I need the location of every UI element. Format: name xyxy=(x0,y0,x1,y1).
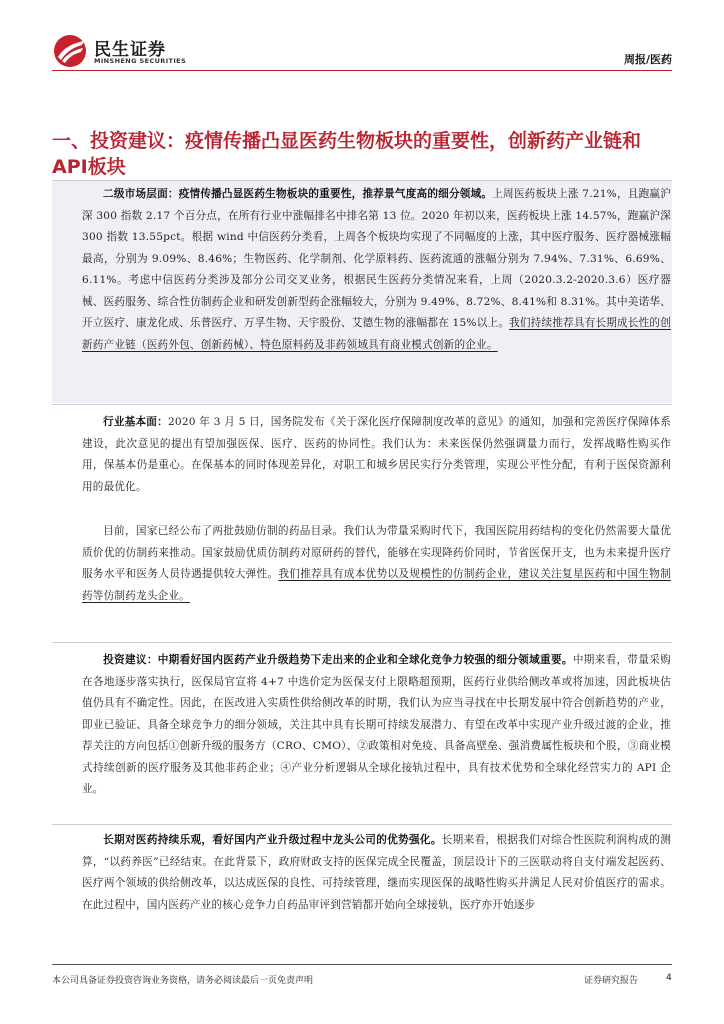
page-number: 4 xyxy=(666,973,672,983)
report-type-tag: 周报/医药 xyxy=(623,53,672,66)
brand-name: 民生证券 xyxy=(94,40,166,60)
paragraph-generics xyxy=(82,521,671,607)
brand-name-english: MINSHENG SECURITIES xyxy=(94,57,187,65)
paragraph-text: 目前，国家已经公布了两批鼓励仿制的药品目录。我们认为带量采购时代下，我国医院用药结构的变化仍然需要大量优质价优的仿制药来推动。国家鼓励优质仿制药对原研药的替代，能够在实现降药价同时，节省医保开支，也为未来提升医疗服务水平和医务人员待遇提供较大弹性。 xyxy=(82,525,671,580)
paragraph-market xyxy=(82,184,671,356)
brand-logo xyxy=(52,33,202,69)
section-divider xyxy=(52,642,672,643)
paragraph-industry xyxy=(82,412,671,498)
footer-disclaimer: 本公司具备证券投资咨询业务资格，请务必阅读最后一页免责声明 xyxy=(52,976,314,986)
footer-divider xyxy=(52,964,672,965)
paragraph-text: 中期来看，带量采购在各地逐步落实执行，医保局官宣将 4+7 中选价定为医保支付上限略超预期，医药行业供给侧改革或将加速，因此板块估值仍具有不确定性。因此，在医改进入实质性供给侧改革的时期，我们认为应当寻找在中长期发展中符合创新趋势的产业，即业已验证、具备全球竞争力的细分领域，关注其中具有长期可持续发展潜力、有望在改革中实现产业升级过渡的企业，推荐关注的方向包括①创新升级的服务方（CRO、CMO）、②政策相对免疫、具备高壁垒、强消费属性板块和个股，③商业模式持续创新的医疗服务及其他非药企业；④产业分析逻辑从全球化接轨过程中，具有技术优势和全球化经营实力的 API 企业。 xyxy=(82,654,671,795)
paragraph-lead: 长期对医药持续乐观，看好国内产业升级过程中龙头公司的优势强化。 xyxy=(103,834,442,846)
paragraph-lead: 投资建议：中期看好国内医药产业升级趋势下走出来的企业和全球化竞争力较强的细分领域重要。 xyxy=(103,654,573,666)
paragraph-underlined: 我们推荐具有成本优势以及规模性的仿制药企业，建议关注复星医药和中国生物制药等仿制药龙头企业。 xyxy=(82,568,671,602)
section-divider xyxy=(52,404,672,405)
header-divider xyxy=(52,70,672,71)
paragraph-text: 长期来看，根据我们对综合性医院利润构成的测算，“以药养医”已经结束。在此背景下，政府财政支持的医保完成全民覆盖，顶层设计下的三医联动将自支付端发起医药、医疗两个领域的供给侧改革，以达成医保的良性、可持续管理，继而实现医保的战略性购买并满足人民对价值医疗的需求。在此过程中，国内医药产业的核心竞争力自药品审评到营销都开始向全球接轨，医疗亦开始逐步 xyxy=(82,834,671,911)
paragraph-lead: 行业基本面： xyxy=(103,416,168,428)
section-divider xyxy=(52,824,672,825)
paragraph-investment xyxy=(82,650,671,801)
paragraph-underlined: 我们持续推荐具有长期成长性的创新药产业链（医药外包、创新药械）、特色原料药及非药领域具有商业模式创新的企业。 xyxy=(82,317,671,351)
paragraph-text: 2020 年 3 月 5 日，国务院发布《关于深化医疗保障制度改革的意见》的通知，加强和完善医疗保障体系建设，此次意见的提出有望加强医保、医疗、医药的协同性。我们认为：未来医保仍然强调量力而行，发挥战略性购买作用，保基本仍是重心。在保基本的同时体现差异化，对职工和城乡居民实行分类管理，实现公平性分配，有利于医保资源利用的最优化。 xyxy=(82,416,671,493)
paragraph-lead: 二级市场层面：疫情传播凸显医药生物板块的重要性，推荐景气度高的细分领域。 xyxy=(103,188,493,200)
paragraph-text: 上周医药板块上涨 7.21%，且跑赢沪深 300 指数 2.17 个百分点，在所有行业中涨幅排名中排名第 13 位。2020 年初以来，医药板块上涨 14.57%，跑赢沪深 300 指数 13.55pct。根据 wind 中信医药分类看，上周各个板块均实现了不同幅度的上涨，其中医疗服务、医疗器械涨幅最高，分别为 9.09%、8.46%；生物医药、化学制剂、化学原料药、医药流通的涨幅分别为 7.94%、7.31%、6.69%、6.11%。考虑中信医药分类涉及部分公司交叉业务，根据民生医药分类情况来看，上周（2020.3.2-2020.3.6）医疗器械、医药服务、综合性仿制药企业和研发创新型药企涨幅较大，分别为 9.49%、8.72%、8.41%和 8.31%。其中美诺华、开立医疗、康龙化成、乐普医疗、万孚生物、天宇股份、艾德生物的涨幅都在 15%以上。 xyxy=(82,188,671,329)
minsheng-logo-icon xyxy=(52,33,88,69)
paragraph-long-term xyxy=(82,830,671,954)
footer-label: 证券研究报告 xyxy=(584,976,639,986)
section-heading: 一、投资建议：疫情传播凸显医药生物板块的重要性，创新药产业链和API板块 xyxy=(52,130,642,178)
